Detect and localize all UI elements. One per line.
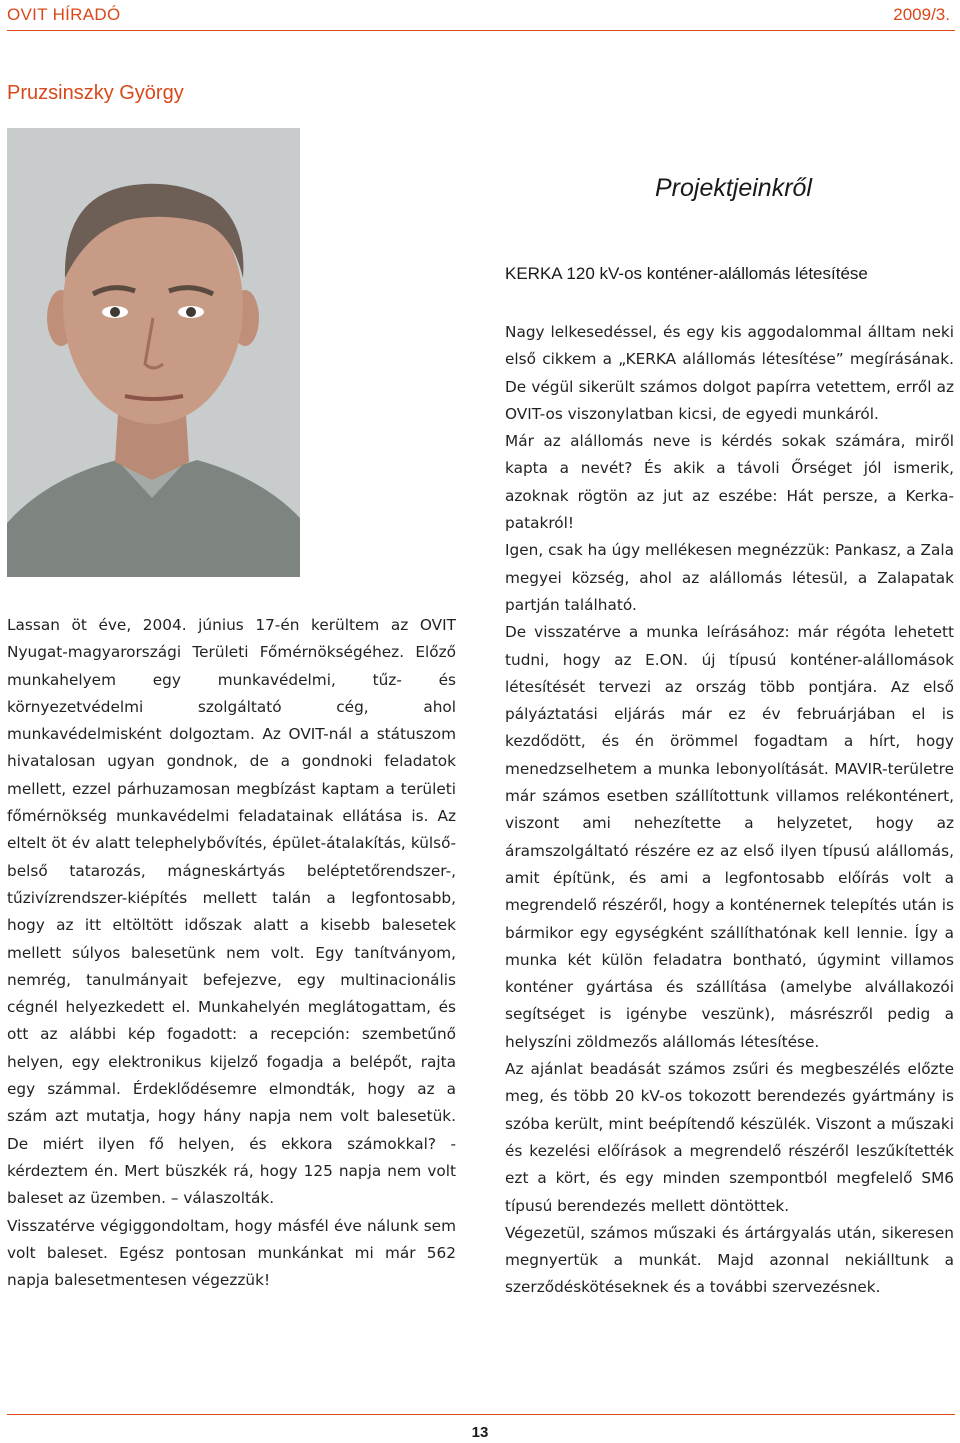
footer-divider [7,1414,955,1415]
paragraph: Visszatérve végiggondoltam, hogy másfél éve nálunk sem volt baleset. Egész pontosan munkánkat mi már 562 napja balesetmentesen végezzük! [7,1216,456,1290]
paragraph: Igen, csak ha úgy mellékesen megnézzük: Pankasz, a Zala megyei község, ahol az alállomás létesül, a Zalapatak partján található. [505,541,954,614]
paragraph: Nagy lelkesedéssel, és egy kis aggodalommal álltam neki első cikkem a „KERKA alállomás létesítése” megírásának. De végül sikerült számos dolgot papírra vetettem, erről az OVIT-os viszonylatban kicsi, de egyedi munkáról. [505,323,954,423]
left-column [7,612,456,1294]
page-header [0,0,960,32]
article-title: Projektjeinkről [654,174,812,202]
publication-name: OVIT HÍRADÓ [7,5,121,24]
paragraph: Lassan öt éve, 2004. június 17-én kerültem az OVIT Nyugat-magyarországi Területi Főmérnökségéhez. Előző munkahelyem egy munkavédelmi, tűz- és környezetvédelmi szolgáltató cég, ahol munkavédelmisként dolgoztam. Az OVIT-nál a státuszom hivatalosan ugyan gondnok, de a gondnoki feladatok mellett, ezzel párhuzamosan megbízást kaptam a területi főmérnökség munkavédelmi feladatainak ellátása is. Az eltelt öt év alatt telephelybővítés, épület-átalakítás, külső-belső tatarozás, mágneskártyás beléptetőrendszer-, tűzivízrendszer-kiépítés mellett talán a legfontosabb, hogy az itt eltöltött időszak alatt a kisebb balesetek mellett súlyos balesetünk nem volt. Egy tanítványom, nemrég, tanulmányait befejezve, egy multinacionális cégnél helyezkedett el. Munkahelyén meglátogattam, és ott az alábbi kép fogadott: a recepción: szembetűnő helyen, egy elektronikus kijelző fogadja a belépőt, rajta egy számmal. Érdeklődésemre elmondták, hogy az a szám azt mutatja, hogy hány napja nem volt balesetük. De miért ilyen fő helyen, és ekkora számokkal? - kérdeztem én. Mert büszkék rá, hogy 125 napja nem volt baleset az üzemben. – válaszolták. [7,616,456,1208]
portrait-photo [7,128,300,577]
paragraph: Már az alállomás neve is kérdés sokak számára, miről kapta a nevét? És akik a távoli Őrséget jól ismerik, azoknak rögtön az jut az eszébe: Hát persze, a Kerka-patakról! [505,432,954,533]
paragraph: Az ajánlat beadását számos zsűri és megbeszélés előzte meg, és több 20 kV-os tokozott berendezés gyártmány is szóba került, mint beépítendő készülék. Viszont a műszaki és kezelési előírások a megrendelő részéről leszűkítették ezt a kört, és egy minden szempontból megfelelő SM6 típusú berendezés mellett döntöttek. [505,1060,954,1215]
right-column [505,319,954,1302]
issue-number: 2009/3. [893,5,950,24]
paragraph: Végezetül, számos műszaki és ártárgyalás után, sikeresen megnyertük a munkát. Majd azonnal nekiálltunk a szerződéskötéseknek és a további szervezésnek. [505,1223,954,1297]
paragraph: De visszatérve a munka leírásához: már régóta lehetett tudni, hogy az E.ON. új típusú konténer-alállomások létesítését tervezi az ország több pontjára. Az első pályáztatási eljárás már ez év februárjában el is kezdődött, és én örömmel fogadtam a hírt, hogy menedzselhetem a munka lebonyolítását. MAVIR-területre már számos esetben szállítottunk villamos relékonténert, viszont ami nehezítette a helyzetet, hogy az áramszolgáltató részére ez az első ilyen típusú alállomás, amit építünk, és ami a legfontosabb előírás volt a megrendelő részéről, hogy a konténernek telepítés után is bármikor egy egységként szállíthatónak kell lennie. Így a munka két külön feladatra bontható, úgymint villamos konténer gyártása és szállítása (amelybe alvállakozói segítséget is igénybe veszünk), másrészről pedig a helyszíni zöldmezős alállomás létesítése. [505,623,954,1051]
header-divider [7,30,955,31]
page-number: 13 [471,1424,489,1441]
article-subtitle: KERKA 120 kV-os konténer-alállomás létesítése [505,264,868,283]
portrait-illustration [7,128,300,577]
author-name: Pruzsinszky György [7,82,184,104]
